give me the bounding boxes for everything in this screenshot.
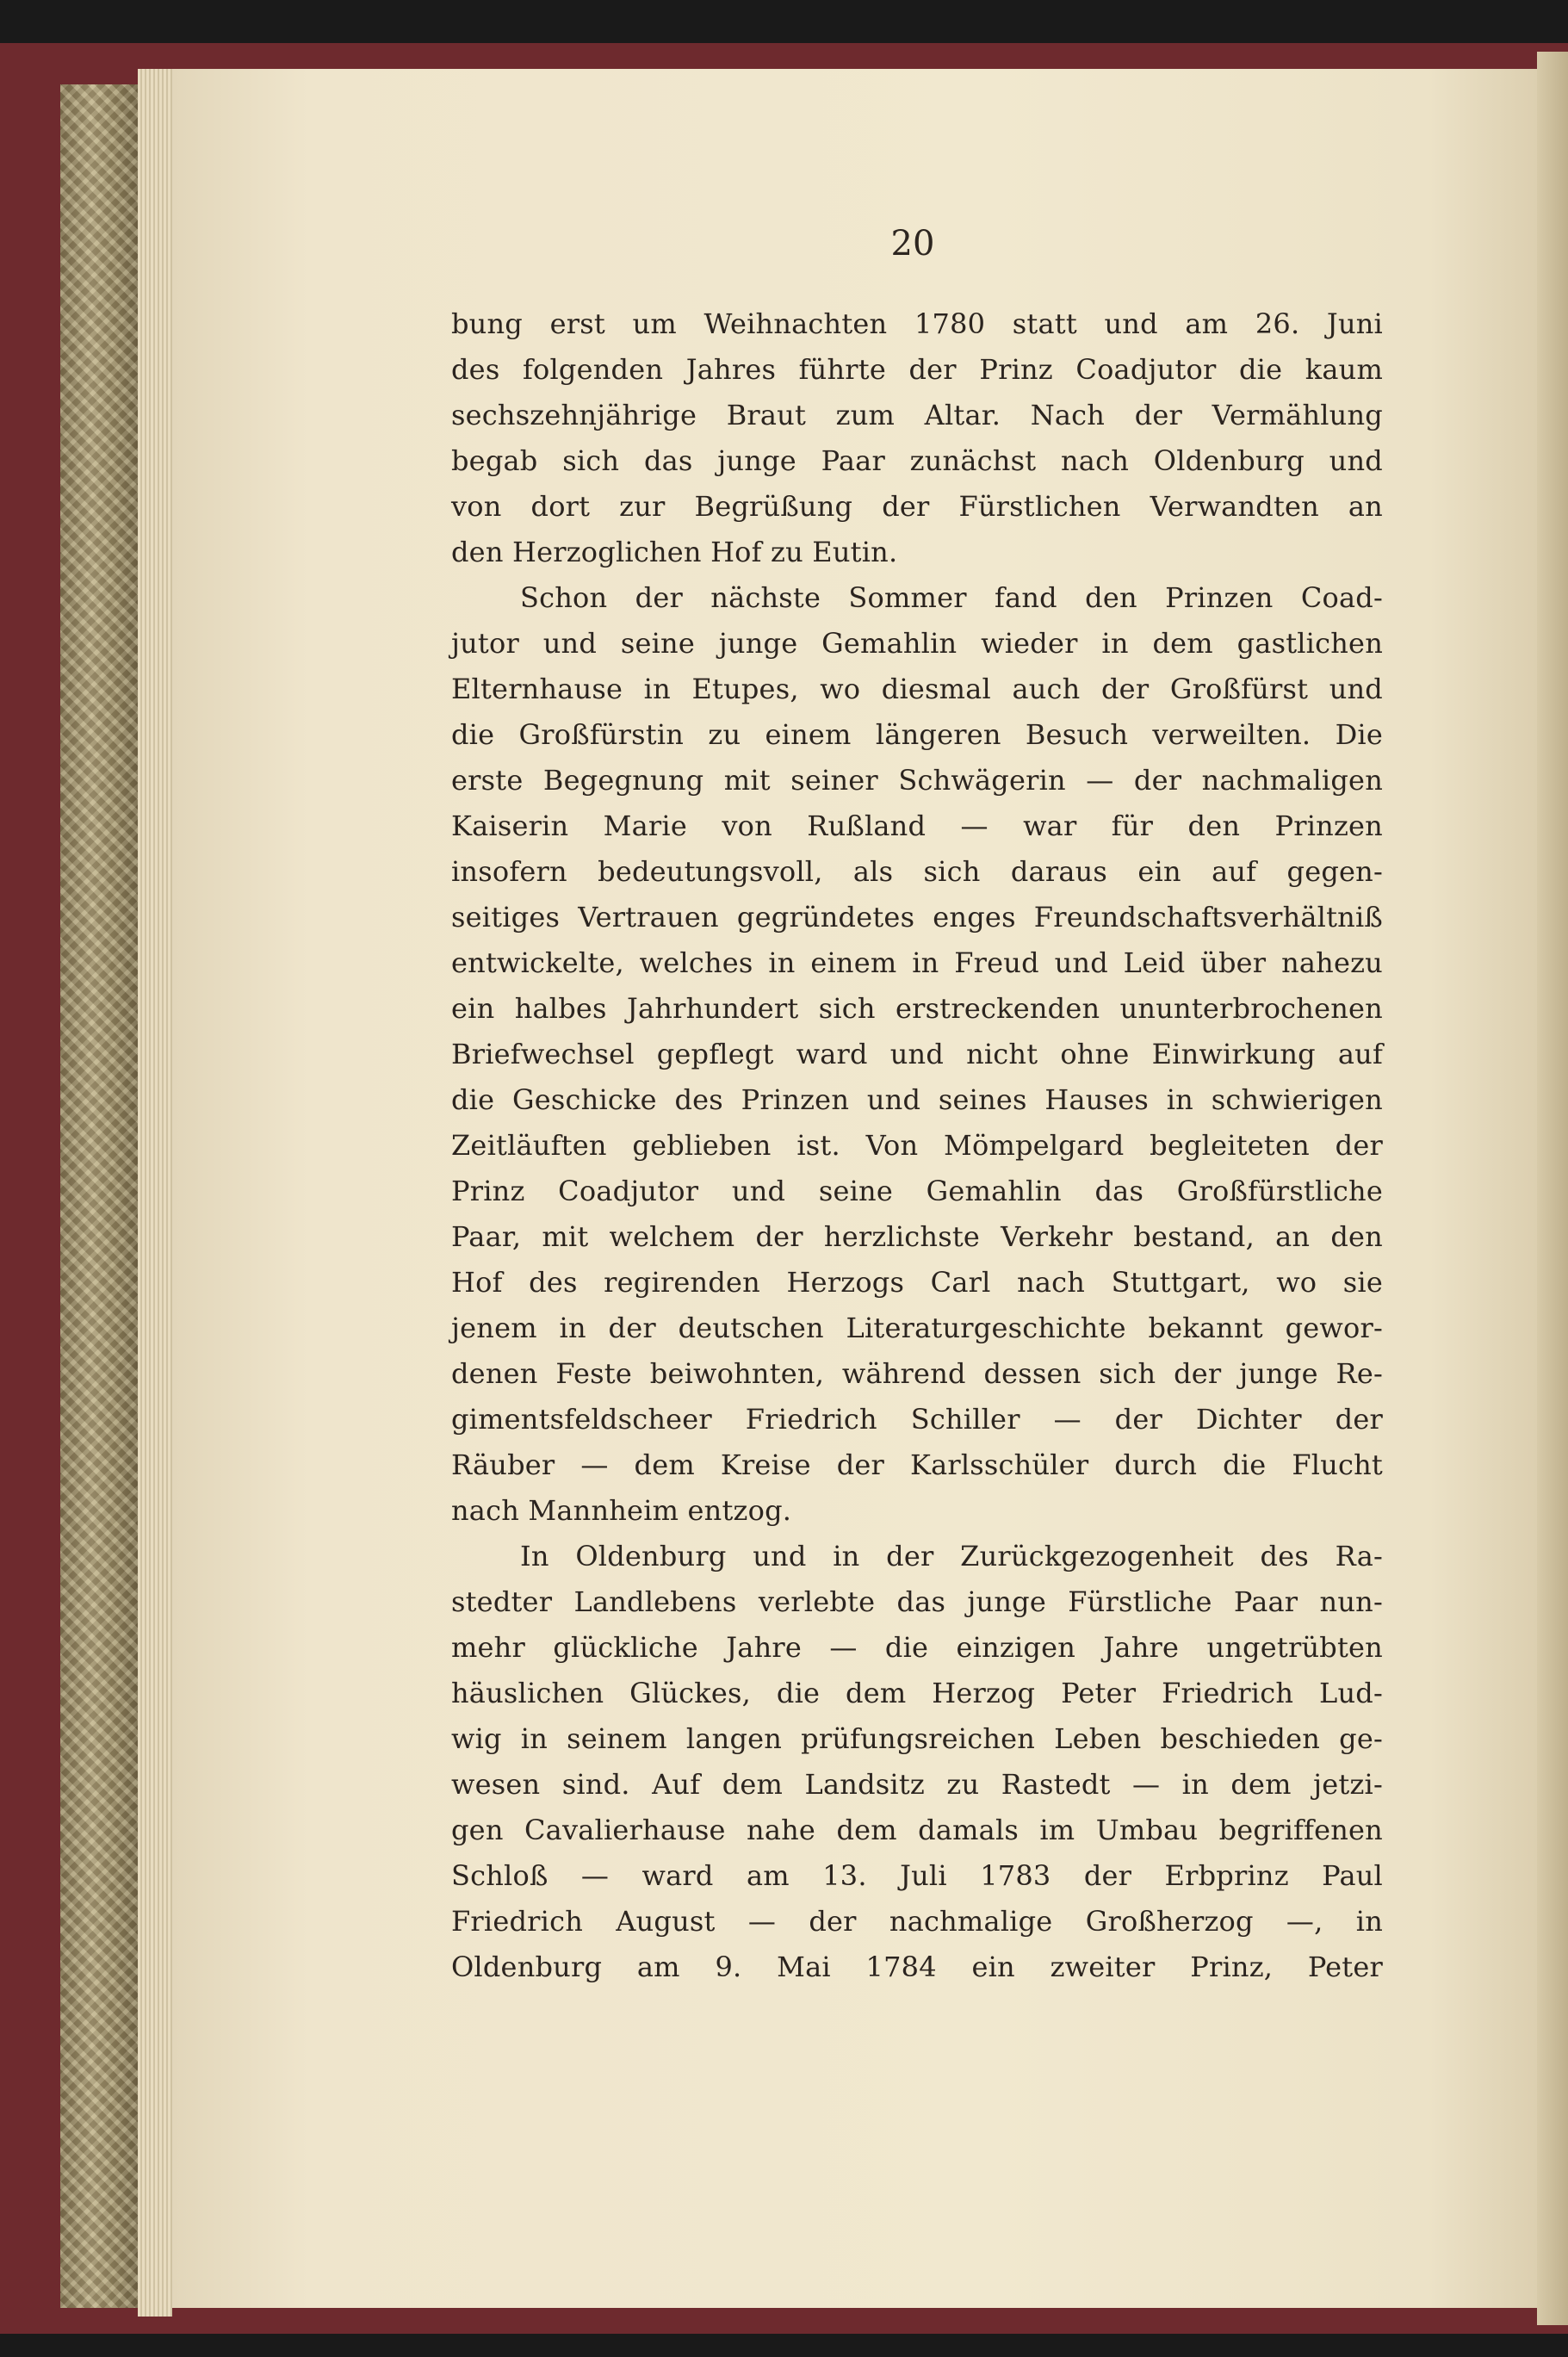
text-line: Friedrich August — der nachmalige Großherzog —, in (451, 1905, 1383, 1938)
text-line: denen Feste beiwohnten, während dessen sich der junge Re- (451, 1357, 1383, 1390)
text-line: Elternhause in Etupes, wo diesmal auch der Großfürst und (451, 673, 1383, 705)
text-line: sechszehnjährige Braut zum Altar. Nach der Vermählung (451, 399, 1383, 431)
text-line: wesen sind. Auf dem Landsitz zu Rastedt — in dem jetzi- (451, 1768, 1383, 1801)
page-number: 20 (890, 224, 935, 264)
body-text (451, 301, 1383, 1990)
text-line: häuslichen Glückes, die dem Herzog Peter Friedrich Lud- (451, 1677, 1383, 1709)
text-line: stedter Landlebens verlebte das junge Fürstliche Paar nun- (451, 1585, 1383, 1618)
text-line: Paar, mit welchem der herzlichste Verkehr bestand, an den (451, 1220, 1383, 1253)
text-line: begab sich das junge Paar zunächst nach Oldenburg und (451, 444, 1383, 477)
text-line: Prinz Coadjutor und seine Gemahlin das Großfürstliche (451, 1175, 1383, 1207)
right-page-edge (1537, 52, 1568, 2325)
text-line: Zeitläuften geblieben ist. Von Mömpelgard begleiteten der (451, 1129, 1383, 1162)
text-line: nach Mannheim entzog. (451, 1494, 792, 1527)
text-line: Räuber — dem Kreise der Karlsschüler durch die Flucht (451, 1448, 1383, 1481)
text-line: Schon der nächste Sommer fand den Prinzen Coad- (520, 581, 1383, 614)
text-line: mehr glückliche Jahre — die einzigen Jahre ungetrübten (451, 1631, 1383, 1664)
text-line: In Oldenburg und in der Zurückgezogenheit des Ra- (520, 1540, 1383, 1572)
text-line: entwickelte, welches in einem in Freud und Leid über nahezu (451, 946, 1383, 979)
text-line: insofern bedeutungsvoll, als sich daraus ein auf gegen- (451, 855, 1383, 888)
text-line: jutor und seine junge Gemahlin wieder in dem gastlichen (451, 627, 1383, 660)
text-line: Schloß — ward am 13. Juli 1783 der Erbprinz Paul (451, 1859, 1383, 1892)
text-line: seitiges Vertrauen gegründetes enges Freundschaftsverhältniß (451, 901, 1383, 933)
text-line: wig in seinem langen prüfungsreichen Leben beschieden ge- (451, 1722, 1383, 1755)
text-line: Oldenburg am 9. Mai 1784 ein zweiter Prinz, Peter (451, 1951, 1383, 1983)
text-line: von dort zur Begrüßung der Fürstlichen Verwandten an (451, 490, 1383, 523)
text-line: die Großfürstin zu einem längeren Besuch verweilten. Die (451, 718, 1383, 751)
page-edges (138, 69, 172, 2317)
text-line: bung erst um Weihnachten 1780 statt und am 26. Juni (451, 307, 1383, 340)
text-line: des folgenden Jahres führte der Prinz Coadjutor die kaum (451, 353, 1383, 386)
text-line: Briefwechsel gepflegt ward und nicht ohne Einwirkung auf (451, 1038, 1383, 1070)
text-line: die Geschicke des Prinzen und seines Hauses in schwierigen (451, 1083, 1383, 1116)
text-line: gimentsfeldscheer Friedrich Schiller — der Dichter der (451, 1403, 1383, 1436)
text-line: Kaiserin Marie von Rußland — war für den Prinzen (451, 809, 1383, 842)
text-line: Hof des regirenden Herzogs Carl nach Stuttgart, wo sie (451, 1266, 1383, 1299)
text-line: ein halbes Jahrhundert sich erstreckenden ununterbrochenen (451, 992, 1383, 1025)
text-line: gen Cavalierhause nahe dem damals im Umbau begriffenen (451, 1814, 1383, 1846)
text-line: erste Begegnung mit seiner Schwägerin — der nachmaligen (451, 764, 1383, 797)
text-line: den Herzoglichen Hof zu Eutin. (451, 536, 898, 568)
gilt-spine-edge (60, 84, 139, 2308)
text-line: jenem in der deutschen Literaturgeschichte bekannt gewor- (451, 1312, 1383, 1344)
